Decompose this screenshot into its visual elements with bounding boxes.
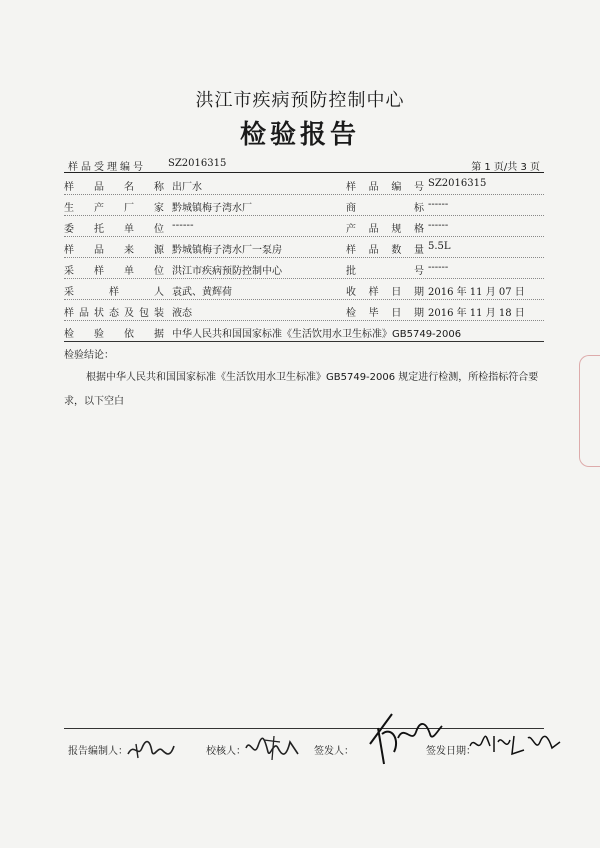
field-label: 检验依据 bbox=[64, 329, 164, 340]
info-row bbox=[64, 195, 544, 216]
reviewer-signature bbox=[244, 734, 300, 762]
info-row bbox=[64, 279, 544, 300]
info-row bbox=[64, 174, 544, 195]
field-value: 袁武、黄辉荷 bbox=[172, 287, 232, 298]
conclusion-text: 根据中华人民共和国国家标准《生活饮用水卫生标准》GB5749-2006 规定进行检测，所检指标符合要求，以下空白 bbox=[64, 372, 539, 407]
field-label: 样品名称 bbox=[64, 182, 164, 193]
info-row bbox=[64, 237, 544, 258]
field-value: 2016 年 11 月 18 日 bbox=[428, 308, 525, 319]
receipt-number-label: 样品受理编号 bbox=[68, 162, 146, 173]
field-label: 采样人 bbox=[64, 287, 164, 298]
conclusion-section bbox=[64, 336, 544, 729]
field-value: 中华人民共和国国家标准《生活饮用水卫生标准》GB5749-2006 bbox=[172, 329, 462, 340]
conclusion-label: 检验结论： bbox=[64, 350, 114, 361]
prepared-by-label: 报告编制人： bbox=[68, 746, 128, 757]
issuer-signature bbox=[364, 704, 444, 768]
reviewer-label: 校核人： bbox=[206, 746, 246, 757]
info-row bbox=[64, 258, 544, 279]
info-row bbox=[64, 216, 544, 237]
field-value: SZ2016315 bbox=[428, 178, 487, 189]
field-label: 检毕日期 bbox=[346, 308, 424, 319]
sample-receipt-line bbox=[64, 156, 544, 173]
receipt-number-value: SZ2016315 bbox=[168, 158, 227, 169]
field-label: 样品状态及包装 bbox=[64, 308, 164, 319]
field-label: 生产厂家 bbox=[64, 203, 164, 214]
field-label: 批号 bbox=[346, 266, 424, 277]
field-label: 样品数量 bbox=[346, 245, 424, 256]
field-value: ------ bbox=[428, 199, 449, 210]
field-value: 黔城镇梅子湾水厂一泵房 bbox=[172, 245, 282, 256]
field-value: 5.5L bbox=[428, 241, 451, 252]
seal-stamp-edge bbox=[579, 355, 600, 467]
sample-info-table bbox=[64, 174, 544, 342]
issue-date-handwritten bbox=[468, 728, 562, 758]
field-label: 收样日期 bbox=[346, 287, 424, 298]
field-value: ------ bbox=[172, 220, 194, 231]
signature-row bbox=[64, 734, 564, 764]
organization-title: 洪江市疾病预防控制中心 bbox=[195, 90, 405, 111]
field-value: 黔城镇梅子湾水厂 bbox=[172, 203, 252, 214]
prepared-by-signature bbox=[126, 736, 176, 762]
field-label: 委托单位 bbox=[64, 224, 164, 235]
field-value: ------ bbox=[428, 220, 449, 231]
field-value: 2016 年 11 月 07 日 bbox=[428, 287, 525, 298]
field-value: 液态 bbox=[172, 308, 192, 319]
info-row bbox=[64, 300, 544, 321]
field-value: ------ bbox=[428, 262, 449, 273]
issuer-label: 签发人： bbox=[314, 746, 354, 757]
field-value: 出厂水 bbox=[172, 182, 202, 193]
field-label: 采样单位 bbox=[64, 266, 164, 277]
field-label: 样品来源 bbox=[64, 245, 164, 256]
page-indicator: 第 1 页/共 3 页 bbox=[471, 162, 540, 173]
report-title: 检验报告 bbox=[239, 120, 360, 150]
field-label: 产品规格 bbox=[346, 224, 424, 235]
field-label: 样品编号 bbox=[346, 182, 424, 193]
issue-date-label: 签发日期： bbox=[426, 746, 476, 757]
field-label: 商标 bbox=[346, 203, 424, 214]
field-value: 洪江市疾病预防控制中心 bbox=[172, 266, 282, 277]
